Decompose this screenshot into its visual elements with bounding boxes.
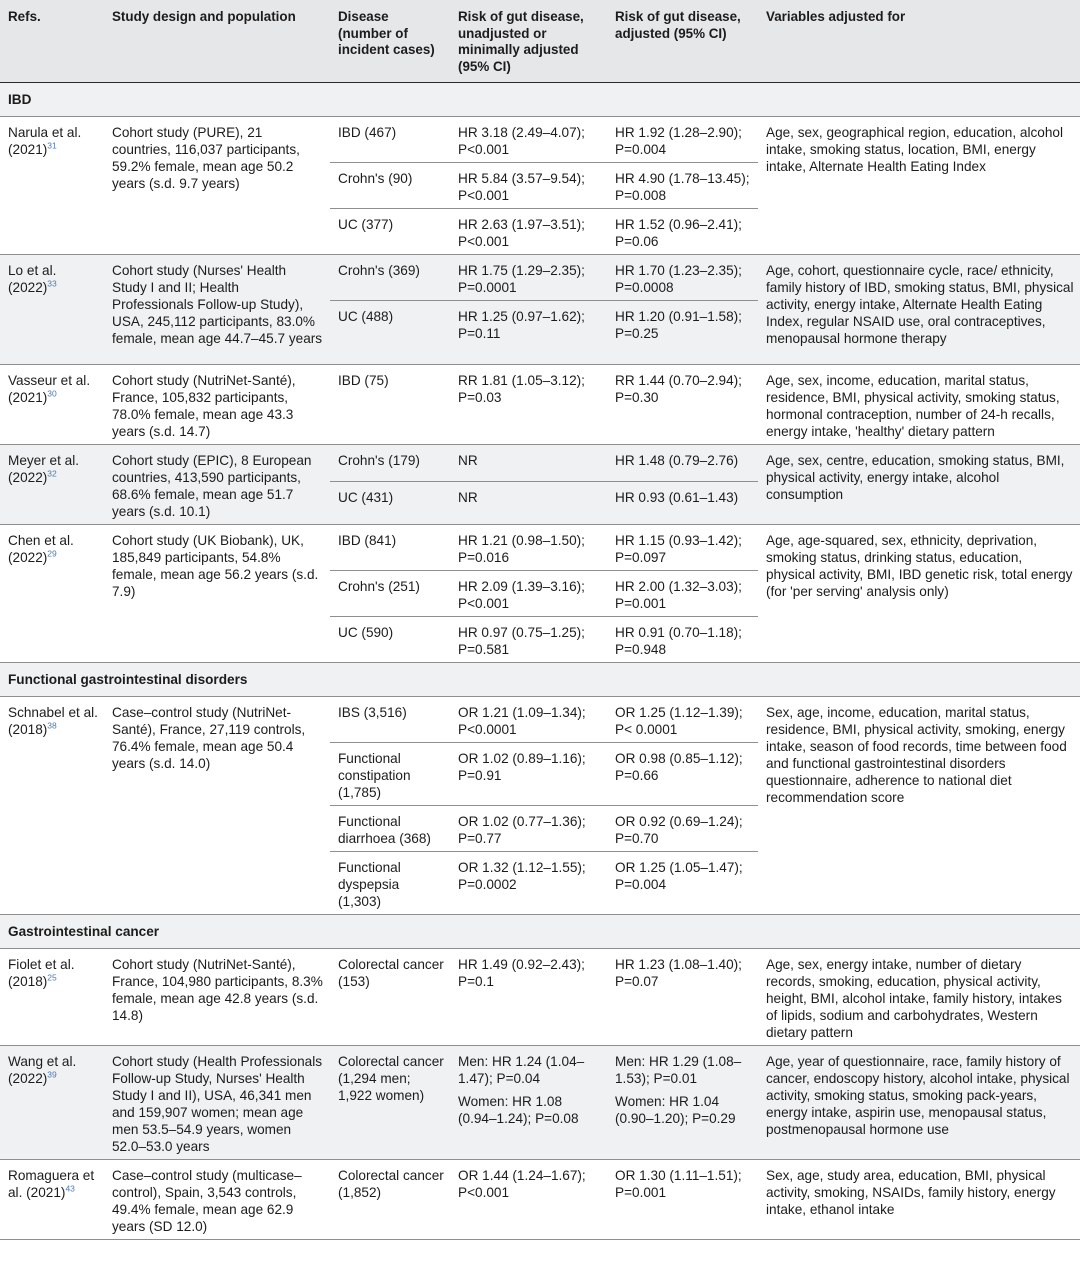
table-row <box>0 117 1080 163</box>
adjusted-cell <box>607 571 758 617</box>
table-row <box>0 949 1080 1046</box>
ref-text: Schnabel et al. (2018) <box>8 705 98 738</box>
header-variables: Variables adjusted for <box>758 0 1080 83</box>
ref-text: Vasseur et al. (2021) <box>8 373 91 406</box>
unadjusted-cell <box>450 1046 607 1160</box>
adjusted-value: OR 1.25 (1.05–1.47); <box>615 860 743 876</box>
disease-cell: Colorectal cancer (153) <box>330 949 450 1046</box>
header-unadjusted: Risk of gut disease, unadjusted or minimally adjusted (95% CI) <box>450 0 607 83</box>
adjusted-value: HR 1.20 (0.91–1.58); <box>615 309 742 325</box>
disease-cell: UC (590) <box>330 617 450 663</box>
variables-cell: Age, year of questionnaire, race, family history of cancer, endoscopy history, alcohol intake, physical activity, smoking status, smoking pack-years, energy intake, aspirin use, menopausal status, postmenopausal hormone use <box>758 1046 1080 1160</box>
ref-link[interactable]: 25 <box>47 972 57 983</box>
section-row <box>0 915 1080 949</box>
disease-cell: UC (488) <box>330 301 450 365</box>
section-title-ibd: IBD <box>0 83 1080 117</box>
unadjusted-p: P=0.77 <box>458 831 502 847</box>
unadjusted-p: P<0.001 <box>458 596 510 612</box>
ref-link[interactable]: 31 <box>47 140 57 151</box>
section-row <box>0 663 1080 697</box>
adjusted-cell <box>607 255 758 301</box>
adjusted-p: P=0.70 <box>615 831 659 847</box>
unadjusted-value: OR 1.44 (1.24–1.67); <box>458 1168 586 1184</box>
design-cell: Cohort study (Nurses' Health Study I and II; Health Professionals Follow-up Study), USA, 245,112 participants, 83.0% female, mean age 44.7–45.7 years <box>104 255 330 365</box>
variables-cell: Age, sex, centre, education, smoking status, BMI, physical activity, energy intake, alcohol consumption <box>758 445 1080 525</box>
unadjusted-p: P=0.0001 <box>458 280 517 296</box>
unadjusted-value: OR 1.32 (1.12–1.55); <box>458 860 586 876</box>
unadjusted-cell <box>450 571 607 617</box>
unadjusted-p: P=0.03 <box>458 390 502 406</box>
adjusted-value: HR 1.70 (1.23–2.35); <box>615 263 742 279</box>
design-cell: Case–control study (NutriNet-Santé), France, 27,119 controls, 76.4% female, mean age 50.4 years (s.d. 14.0) <box>104 697 330 915</box>
design-cell: Cohort study (EPIC), 8 European countries, 413,590 participants, 68.6% female, mean age 51.7 years (s.d. 10.1) <box>104 445 330 525</box>
disease-cell: Functional dyspepsia (1,303) <box>330 852 450 915</box>
section-row <box>0 83 1080 117</box>
disease-cell: Crohn's (90) <box>330 163 450 209</box>
header-design: Study design and population <box>104 0 330 83</box>
unadjusted-p: P=0.1 <box>458 974 494 990</box>
unadjusted-p: P<0.001 <box>458 1185 510 1201</box>
ref-text: Meyer et al. (2022) <box>8 453 80 486</box>
adjusted-value: HR 1.52 (0.96–2.41); <box>615 217 742 233</box>
ref-link[interactable]: 30 <box>47 388 57 399</box>
adjusted-value: OR 1.30 (1.11–1.51); <box>615 1168 742 1184</box>
table-row <box>0 525 1080 571</box>
ref-text: Romaguera et al. (2021) <box>8 1168 95 1201</box>
design-cell: Cohort study (PURE), 21 countries, 116,037 participants, 59.2% female, mean age 50.2 years (s.d. 9.7 years) <box>104 117 330 255</box>
unadjusted-p: P<0.0001 <box>458 722 517 738</box>
unadjusted-value: HR 2.63 (1.97–3.51); <box>458 217 585 233</box>
variables-cell: Sex, age, income, education, marital status, residence, BMI, physical activity, smoking, energy intake, season of food records, time between food and functional gastrointestinal disorders questionnaire, adherence to national diet recommendation score <box>758 697 1080 915</box>
design-cell: Cohort study (NutriNet-Santé), France, 105,832 participants, 78.0% female, mean age 43.3 years (s.d. 14.7) <box>104 365 330 445</box>
adjusted-value: HR 1.23 (1.08–1.40); <box>615 957 742 973</box>
adjusted-p: P=0.25 <box>615 326 659 342</box>
ref-link[interactable]: 33 <box>47 278 57 289</box>
adjusted-women: Women: HR 1.04 (0.90–1.20); P=0.29 <box>615 1094 736 1127</box>
adjusted-p: P=0.004 <box>615 877 667 893</box>
adjusted-value: HR 4.90 (1.78–13.45); <box>615 171 750 187</box>
table-row <box>0 697 1080 743</box>
adjusted-p: P=0.001 <box>615 596 667 612</box>
adjusted-cell <box>607 525 758 571</box>
adjusted-cell <box>607 743 758 806</box>
table-row <box>0 445 1080 482</box>
unadjusted-value: HR 2.09 (1.39–3.16); <box>458 579 585 595</box>
ref-link[interactable]: 39 <box>47 1069 57 1080</box>
unadjusted-value: HR 1.25 (0.97–1.62); <box>458 309 585 325</box>
adjusted-men: Men: HR 1.29 (1.08–1.53); P=0.01 <box>615 1054 742 1087</box>
section-title-fgid: Functional gastrointestinal disorders <box>0 663 1080 697</box>
adjusted-cell <box>607 163 758 209</box>
unadjusted-cell <box>450 743 607 806</box>
unadjusted-p: P=0.0002 <box>458 877 517 893</box>
unadjusted-value: HR 1.49 (0.92–2.43); <box>458 957 585 973</box>
unadjusted-cell <box>450 617 607 663</box>
adjusted-p: P=0.30 <box>615 390 659 406</box>
adjusted-cell <box>607 949 758 1046</box>
variables-cell: Sex, age, study area, education, BMI, physical activity, smoking, NSAIDs, family history, energy intake, ethanol intake <box>758 1160 1080 1240</box>
disease-cell: Functional constipation (1,785) <box>330 743 450 806</box>
adjusted-cell <box>607 209 758 255</box>
adjusted-value: OR 1.25 (1.12–1.39); <box>615 705 743 721</box>
adjusted-cell <box>607 1046 758 1160</box>
ref-text: Wang et al. (2022) <box>8 1054 77 1087</box>
variables-cell: Age, sex, energy intake, number of dietary records, smoking, education, physical activity, height, BMI, alcohol intake, family history, intakes of lipids, sodium and carbohydrates, Western dietary pattern <box>758 949 1080 1046</box>
disease-cell: Colorectal cancer (1,852) <box>330 1160 450 1240</box>
variables-cell: Age, sex, geographical region, education, alcohol intake, smoking status, location, BMI, energy intake, Alternate Health Eating Index <box>758 117 1080 255</box>
disease-cell: UC (377) <box>330 209 450 255</box>
unadjusted-p: P=0.581 <box>458 642 510 658</box>
unadjusted-cell <box>450 209 607 255</box>
adjusted-cell <box>607 852 758 915</box>
unadjusted-value: HR 1.21 (0.98–1.50); <box>458 533 585 549</box>
ref-cell <box>0 117 104 255</box>
adjusted-cell <box>607 365 758 445</box>
adjusted-p: P=0.948 <box>615 642 667 658</box>
adjusted-cell: HR 0.93 (0.61–1.43) <box>607 482 758 525</box>
unadjusted-p: P=0.016 <box>458 550 510 566</box>
unadjusted-cell <box>450 1160 607 1240</box>
adjusted-cell <box>607 301 758 365</box>
adjusted-p: P=0.07 <box>615 974 659 990</box>
adjusted-cell <box>607 117 758 163</box>
ref-cell <box>0 949 104 1046</box>
ref-cell <box>0 525 104 663</box>
unadjusted-cell <box>450 852 607 915</box>
unadjusted-cell: NR <box>450 445 607 482</box>
unadjusted-cell <box>450 949 607 1046</box>
adjusted-p: P=0.66 <box>615 768 659 784</box>
adjusted-p: P=0.004 <box>615 142 667 158</box>
variables-cell: Age, sex, income, education, marital status, residence, BMI, physical activity, smoking status, hormonal contraception, number of 24-h recalls, energy intake, 'healthy' dietary pattern <box>758 365 1080 445</box>
adjusted-p: P=0.001 <box>615 1185 667 1201</box>
unadjusted-value: OR 1.02 (0.77–1.36); <box>458 814 586 830</box>
header-disease: Disease (number of incident cases) <box>330 0 450 83</box>
disease-cell: IBD (467) <box>338 125 397 141</box>
adjusted-value: HR 1.15 (0.93–1.42); <box>615 533 742 549</box>
ref-text: Lo et al. (2022) <box>8 263 57 296</box>
disease-cell: Colorectal cancer (1,294 men; 1,922 women) <box>330 1046 450 1160</box>
unadjusted-cell <box>450 525 607 571</box>
adjusted-cell <box>607 1160 758 1240</box>
unadjusted-women: Women: HR 1.08 (0.94–1.24); P=0.08 <box>458 1094 579 1127</box>
table-row <box>0 255 1080 301</box>
unadjusted-cell <box>450 255 607 301</box>
ref-text: Narula et al. (2021) <box>8 125 82 158</box>
disease-cell: Crohn's (251) <box>330 571 450 617</box>
section-title-gic: Gastrointestinal cancer <box>0 915 1080 949</box>
adjusted-value: HR 2.00 (1.32–3.03); <box>615 579 742 595</box>
adjusted-cell <box>607 617 758 663</box>
adjusted-p: P=0.097 <box>615 550 667 566</box>
design-cell: Cohort study (NutriNet-Santé), France, 104,980 participants, 8.3% female, mean age 42.8 years (s.d. 14.8) <box>104 949 330 1046</box>
ref-cell <box>0 255 104 365</box>
unadjusted-value: OR 1.21 (1.09–1.34); <box>458 705 586 721</box>
adjusted-cell <box>607 806 758 852</box>
ref-cell <box>0 445 104 525</box>
disease-cell: IBD (841) <box>338 533 397 549</box>
ref-cell <box>0 365 104 445</box>
variables-cell: Age, cohort, questionnaire cycle, race/ ethnicity, family history of IBD, smoking status, BMI, physical activity, energy intake, Alternate Health Eating Index, regular NSAID use, oral contraceptives, menopausal hormone therapy <box>758 255 1080 365</box>
unadjusted-p: P<0.001 <box>458 188 510 204</box>
adjusted-value: HR 0.91 (0.70–1.18); <box>615 625 742 641</box>
ref-link[interactable]: 38 <box>47 720 57 731</box>
variables-cell: Age, age-squared, sex, ethnicity, deprivation, smoking status, drinking status, education, physical activity, BMI, IBD genetic risk, total energy (for 'per serving' analysis only) <box>758 525 1080 663</box>
adjusted-p: P=0.0008 <box>615 280 674 296</box>
adjusted-value: OR 0.92 (0.69–1.24); <box>615 814 743 830</box>
unadjusted-p: P=0.11 <box>458 326 501 342</box>
disease-cell: Crohn's (369) <box>330 255 450 301</box>
adjusted-p: P=0.06 <box>615 234 659 250</box>
disease-cell: Functional diarrhoea (368) <box>330 806 450 852</box>
unadjusted-men: Men: HR 1.24 (1.04–1.47); P=0.04 <box>458 1054 585 1087</box>
ref-text: Fiolet et al. (2018) <box>8 957 75 990</box>
table-row <box>0 365 1080 445</box>
ref-link[interactable]: 29 <box>47 548 57 559</box>
adjusted-cell <box>607 697 758 743</box>
adjusted-value: RR 1.44 (0.70–2.94); <box>615 373 742 389</box>
ref-cell <box>0 697 104 915</box>
unadjusted-value: HR 0.97 (0.75–1.25); <box>458 625 585 641</box>
header-refs: Refs. <box>0 0 104 83</box>
header-adjusted: Risk of gut disease, adjusted (95% CI) <box>607 0 758 83</box>
ref-cell <box>0 1160 104 1240</box>
design-cell: Cohort study (Health Professionals Follow-up Study, Nurses' Health Study I and II), USA, 46,341 men and 159,907 women; mean age men 53.5–54.9 years, women 52.0–53.0 years <box>104 1046 330 1160</box>
unadjusted-value: OR 1.02 (0.89–1.16); <box>458 751 586 767</box>
unadjusted-cell <box>450 301 607 365</box>
adjusted-p: P< 0.0001 <box>615 722 678 738</box>
ref-text: Chen et al. (2022) <box>8 533 74 566</box>
unadjusted-p: P<0.001 <box>458 234 510 250</box>
disease-cell: IBD (75) <box>330 365 450 445</box>
table-row <box>0 1160 1080 1240</box>
unadjusted-cell <box>450 697 607 743</box>
adjusted-value: OR 0.98 (0.85–1.12); <box>615 751 743 767</box>
ref-cell <box>0 1046 104 1160</box>
adjusted-value: HR 1.92 (1.28–2.90); <box>615 125 742 141</box>
adjusted-cell: HR 1.48 (0.79–2.76) <box>607 445 758 482</box>
table-row <box>0 1046 1080 1160</box>
disease-cell: UC (431) <box>330 482 450 525</box>
unadjusted-cell <box>450 365 607 445</box>
design-cell: Cohort study (UK Biobank), UK, 185,849 participants, 54.8% female, mean age 56.2 years (s.d. 7.9) <box>104 525 330 663</box>
unadjusted-cell <box>450 806 607 852</box>
unadjusted-p: P<0.001 <box>458 142 510 158</box>
unadjusted-value: HR 5.84 (3.57–9.54); <box>458 171 585 187</box>
unadjusted-value: HR 1.75 (1.29–2.35); <box>458 263 585 279</box>
design-cell: Case–control study (multicase–control), Spain, 3,543 controls, 49.4% female, mean age 62.9 years (SD 12.0) <box>104 1160 330 1240</box>
unadjusted-value: RR 1.81 (1.05–3.12); <box>458 373 585 389</box>
header-row <box>0 0 1080 83</box>
ref-link[interactable]: 32 <box>47 468 57 479</box>
ref-link[interactable]: 43 <box>65 1183 75 1194</box>
unadjusted-cell: NR <box>450 482 607 525</box>
unadjusted-cell <box>450 163 607 209</box>
unadjusted-p: P=0.91 <box>458 768 502 784</box>
unadjusted-value: HR 3.18 (2.49–4.07); <box>458 125 585 141</box>
disease-cell: IBS (3,516) <box>338 705 407 721</box>
unadjusted-cell <box>450 117 607 163</box>
adjusted-p: P=0.008 <box>615 188 667 204</box>
disease-cell: Crohn's (179) <box>330 445 450 482</box>
